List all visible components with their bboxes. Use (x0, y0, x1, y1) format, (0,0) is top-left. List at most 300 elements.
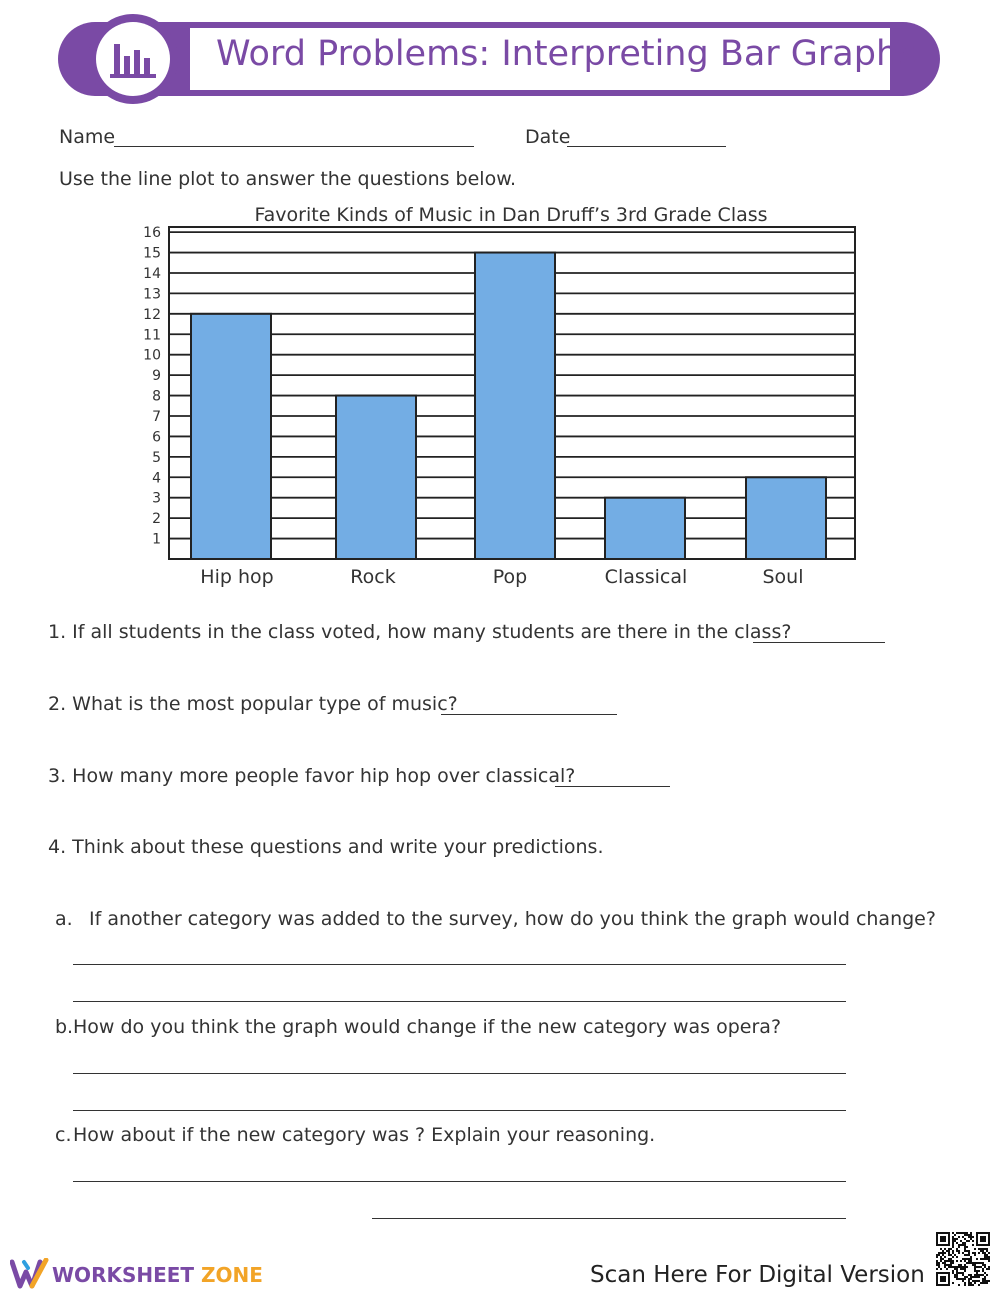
qr-module (948, 1260, 950, 1262)
qr-module (984, 1280, 986, 1282)
qr-module (944, 1262, 946, 1264)
qr-module (966, 1234, 968, 1236)
qr-module (982, 1258, 984, 1260)
qr-module (988, 1256, 990, 1258)
y-tick-label: 4 (152, 470, 161, 487)
x-tick-label: Hip hop (200, 566, 274, 588)
qr-module (950, 1254, 952, 1256)
qr-module (974, 1268, 976, 1270)
qr-module (982, 1248, 984, 1250)
qr-module (982, 1264, 984, 1266)
qr-module (966, 1276, 968, 1278)
qr-module (944, 1248, 946, 1250)
qr-module (942, 1262, 944, 1264)
answer-2-field[interactable] (441, 694, 617, 715)
x-tick-label: Classical (604, 566, 688, 588)
bar-pop (475, 253, 555, 559)
qr-module (962, 1252, 964, 1254)
qr-module (986, 1258, 988, 1260)
y-tick-label: 7 (152, 408, 161, 425)
qr-module (982, 1262, 984, 1264)
qr-module (964, 1250, 966, 1252)
qr-module (956, 1274, 958, 1276)
qr-module (968, 1260, 970, 1262)
qr-module (970, 1232, 972, 1234)
qr-module (976, 1272, 978, 1274)
qr-module (976, 1266, 978, 1268)
qr-module (966, 1262, 968, 1264)
question-4c-label: c. (55, 1124, 72, 1146)
qr-module (966, 1266, 968, 1268)
y-tick-label: 5 (152, 449, 161, 466)
qr-module (970, 1282, 972, 1284)
qr-module (970, 1278, 972, 1280)
qr-module (952, 1236, 954, 1238)
qr-module (954, 1274, 956, 1276)
qr-module (954, 1234, 956, 1236)
y-tick-label: 16 (143, 225, 161, 242)
qr-module (972, 1276, 974, 1278)
answer-4a-line-2[interactable] (73, 981, 846, 1002)
qr-module (948, 1250, 950, 1252)
qr-module (984, 1282, 986, 1284)
qr-module (970, 1262, 972, 1264)
qr-module (986, 1250, 988, 1252)
qr-module (956, 1242, 958, 1244)
qr-module (970, 1258, 972, 1260)
qr-module (958, 1272, 960, 1274)
qr-module (940, 1252, 942, 1254)
qr-module (952, 1272, 954, 1274)
y-tick-label: 10 (143, 347, 161, 364)
qr-module (976, 1276, 978, 1278)
qr-module (966, 1246, 968, 1248)
qr-module (958, 1284, 960, 1286)
qr-module (978, 1276, 980, 1278)
qr-module (976, 1270, 978, 1272)
qr-module (954, 1266, 956, 1268)
qr-module (958, 1250, 960, 1252)
qr-module (960, 1268, 962, 1270)
qr-module (980, 1248, 982, 1250)
qr-module (948, 1248, 950, 1250)
qr-module (940, 1236, 946, 1242)
qr-module (970, 1234, 972, 1236)
answer-4b-line-2[interactable] (73, 1090, 846, 1111)
qr-module (962, 1278, 964, 1280)
qr-module (984, 1254, 986, 1256)
qr-module (936, 1260, 938, 1262)
qr-module (956, 1278, 958, 1280)
qr-module (954, 1268, 956, 1270)
qr-module (960, 1272, 962, 1274)
qr-module (956, 1272, 958, 1274)
chart-title: Favorite Kinds of Music in Dan Druff’s 3rd Grade Class (254, 204, 768, 226)
qr-module (966, 1258, 968, 1260)
qr-module (968, 1284, 970, 1286)
qr-module (940, 1260, 942, 1262)
qr-module (942, 1250, 944, 1252)
qr-module (982, 1278, 984, 1280)
question-4a: If another category was added to the survey, how do you think the graph would change? (89, 908, 936, 930)
qr-module (982, 1270, 984, 1272)
qr-module (964, 1282, 966, 1284)
qr-module (984, 1278, 986, 1280)
qr-module (956, 1260, 958, 1262)
qr-module (940, 1258, 942, 1260)
answer-4c-line-2[interactable] (372, 1198, 846, 1219)
qr-module (968, 1236, 970, 1238)
y-tick-label: 9 (152, 368, 161, 385)
qr-module (988, 1280, 990, 1282)
qr-module (944, 1256, 946, 1258)
qr-module (986, 1256, 988, 1258)
qr-module (956, 1250, 958, 1252)
qr-module (968, 1274, 970, 1276)
qr-module (970, 1236, 972, 1238)
qr-module (978, 1274, 980, 1276)
qr-module (986, 1248, 988, 1250)
qr-module (964, 1278, 966, 1280)
qr-module (976, 1258, 978, 1260)
page-title: Word Problems: Interpreting Bar Graphs (216, 34, 917, 74)
qr-module (950, 1262, 952, 1264)
date-label: Date (525, 126, 571, 148)
y-tick-label: 12 (143, 306, 161, 323)
qr-module (960, 1266, 962, 1268)
qr-module (962, 1274, 964, 1276)
qr-module (970, 1274, 972, 1276)
qr-module (968, 1250, 970, 1252)
qr-module (958, 1236, 960, 1238)
qr-module (954, 1240, 956, 1242)
qr-module (968, 1262, 970, 1264)
x-tick-label: Rock (350, 566, 396, 588)
qr-module (968, 1278, 970, 1280)
qr-module (964, 1276, 966, 1278)
qr-module (942, 1252, 944, 1254)
qr-module (988, 1260, 990, 1262)
qr-module (970, 1256, 972, 1258)
bar-classical (605, 498, 685, 559)
qr-module (954, 1254, 956, 1256)
question-4a-label: a. (55, 908, 73, 930)
qr-module (956, 1248, 958, 1250)
qr-module (974, 1274, 976, 1276)
qr-module (968, 1240, 970, 1242)
y-tick-label: 13 (143, 286, 161, 303)
qr-module (974, 1254, 976, 1256)
qr-module (972, 1262, 974, 1264)
qr-module (960, 1278, 962, 1280)
qr-module (948, 1266, 950, 1268)
qr-module (968, 1252, 970, 1254)
qr-module (986, 1282, 988, 1284)
qr-module (936, 1256, 938, 1258)
qr-module (952, 1244, 954, 1246)
qr-module (984, 1258, 986, 1260)
qr-module (952, 1266, 954, 1268)
qr-module (962, 1242, 964, 1244)
qr-module (972, 1264, 974, 1266)
qr-module (948, 1258, 950, 1260)
x-tick-label: Soul (762, 566, 804, 588)
qr-module (936, 1268, 938, 1270)
scan-caption: Scan Here For Digital Version (590, 1262, 925, 1288)
qr-module (946, 1268, 948, 1270)
qr-module (950, 1266, 952, 1268)
qr-module (942, 1258, 944, 1260)
qr-module (974, 1252, 976, 1254)
qr-module (952, 1270, 954, 1272)
qr-module (940, 1268, 942, 1270)
qr-module (962, 1236, 964, 1238)
qr-module (940, 1256, 942, 1258)
qr-module (956, 1266, 958, 1268)
qr-module (978, 1284, 980, 1286)
qr-module (952, 1232, 954, 1234)
qr-module (958, 1278, 960, 1280)
qr-module (964, 1268, 966, 1270)
qr-module (976, 1262, 978, 1264)
qr-module (952, 1240, 954, 1242)
qr-module (962, 1268, 964, 1270)
qr-module (936, 1264, 938, 1266)
qr-module (972, 1284, 974, 1286)
qr-module (938, 1254, 940, 1256)
qr-module (978, 1280, 980, 1282)
qr-module (950, 1264, 952, 1266)
qr-module (964, 1260, 966, 1262)
qr-module (974, 1264, 976, 1266)
qr-module (978, 1266, 980, 1268)
qr-module (952, 1238, 954, 1240)
qr-module (942, 1254, 944, 1256)
qr-module (986, 1268, 988, 1270)
question-1: 1. If all students in the class voted, how many students are there in the class? (48, 621, 792, 643)
qr-module (980, 1274, 982, 1276)
qr-module (950, 1258, 952, 1260)
bar-rock (336, 396, 416, 559)
qr-module (956, 1276, 958, 1278)
y-tick-label: 8 (152, 388, 161, 405)
answer-4b-line-1[interactable] (73, 1053, 846, 1074)
qr-module (952, 1252, 954, 1254)
qr-module (970, 1260, 972, 1262)
qr-module (976, 1274, 978, 1276)
y-tick-label: 2 (152, 511, 161, 528)
qr-module (958, 1244, 960, 1246)
qr-module (988, 1266, 990, 1268)
qr-module (954, 1238, 956, 1240)
qr-module (974, 1248, 976, 1250)
qr-module (978, 1248, 980, 1250)
qr-module (962, 1258, 964, 1260)
y-tick-label: 1 (152, 531, 161, 548)
qr-module (982, 1280, 984, 1282)
qr-module (958, 1264, 960, 1266)
qr-module (952, 1262, 954, 1264)
qr-code-icon[interactable] (934, 1230, 992, 1288)
answer-1-field[interactable] (753, 622, 885, 643)
qr-module (962, 1280, 964, 1282)
qr-module (972, 1280, 974, 1282)
qr-module (988, 1252, 990, 1254)
qr-module (978, 1270, 980, 1272)
qr-module (958, 1246, 960, 1248)
qr-module (952, 1242, 954, 1244)
qr-module (964, 1234, 966, 1236)
qr-module (980, 1250, 982, 1252)
qr-module (982, 1250, 984, 1252)
qr-module (980, 1258, 982, 1260)
qr-module (960, 1232, 962, 1234)
qr-module (966, 1250, 968, 1252)
x-tick-label: Pop (492, 566, 528, 588)
qr-module (964, 1244, 966, 1246)
qr-module (972, 1244, 974, 1246)
qr-module (950, 1260, 952, 1262)
qr-module (978, 1252, 980, 1254)
instructions: Use the line plot to answer the questions below. (59, 168, 517, 190)
qr-module (944, 1264, 946, 1266)
qr-module (984, 1248, 986, 1250)
qr-module (964, 1246, 966, 1248)
qr-module (972, 1236, 974, 1238)
question-4c: How about if the new category was ? Explain your reasoning. (73, 1124, 656, 1146)
qr-module (940, 1276, 946, 1282)
qr-module (946, 1260, 948, 1262)
qr-module (982, 1252, 984, 1254)
brand-name-part-2: ZONE (201, 1263, 263, 1287)
qr-module (956, 1270, 958, 1272)
y-tick-label: 14 (143, 265, 161, 282)
qr-module (954, 1276, 956, 1278)
qr-module (986, 1254, 988, 1256)
qr-module (964, 1258, 966, 1260)
qr-module (964, 1264, 966, 1266)
worksheet-zone-logo-icon (10, 1258, 50, 1290)
question-3: 3. How many more people favor hip hop over classical? (48, 765, 576, 787)
bar-soul (746, 477, 826, 559)
qr-module (958, 1232, 960, 1234)
qr-module (970, 1238, 972, 1240)
qr-module (970, 1276, 972, 1278)
qr-module (974, 1276, 976, 1278)
qr-module (940, 1248, 942, 1250)
qr-module (982, 1282, 984, 1284)
qr-module (970, 1284, 972, 1286)
question-2: 2. What is the most popular type of music? (48, 693, 458, 715)
qr-module (972, 1252, 974, 1254)
qr-module (946, 1250, 948, 1252)
qr-module (938, 1266, 940, 1268)
qr-module (964, 1284, 966, 1286)
qr-module (956, 1238, 958, 1240)
y-tick-label: 6 (152, 429, 161, 446)
answer-3-field[interactable] (555, 766, 670, 787)
qr-module (962, 1244, 964, 1246)
qr-module (960, 1264, 962, 1266)
qr-module (938, 1264, 940, 1266)
qr-module (968, 1282, 970, 1284)
qr-module (936, 1254, 938, 1256)
brand-name (52, 1263, 263, 1287)
qr-module (964, 1248, 966, 1250)
qr-module (960, 1244, 962, 1246)
qr-module (962, 1232, 964, 1234)
qr-module (984, 1264, 986, 1266)
qr-module (944, 1260, 946, 1262)
qr-module (982, 1274, 984, 1276)
qr-module (964, 1242, 966, 1244)
qr-module (984, 1272, 986, 1274)
qr-module (984, 1252, 986, 1254)
qr-module (988, 1258, 990, 1260)
qr-module (962, 1272, 964, 1274)
question-4: 4. Think about these questions and write your predictions. (48, 836, 604, 858)
qr-module (980, 1262, 982, 1264)
qr-module (976, 1280, 978, 1282)
bar-hip-hop (191, 314, 271, 559)
qr-module (960, 1240, 962, 1242)
brand-name-part-1: WORKSHEET (52, 1263, 195, 1287)
qr-module (966, 1232, 968, 1234)
qr-module (964, 1232, 966, 1234)
answer-4c-line-1[interactable] (73, 1161, 846, 1182)
answer-4a-line-1[interactable] (73, 944, 846, 965)
qr-module (956, 1256, 958, 1258)
qr-module (966, 1240, 968, 1242)
qr-module (984, 1276, 986, 1278)
qr-module (962, 1266, 964, 1268)
qr-module (986, 1280, 988, 1282)
qr-module (978, 1262, 980, 1264)
qr-module (952, 1256, 954, 1258)
qr-module (952, 1260, 954, 1262)
qr-module (988, 1268, 990, 1270)
qr-module (956, 1232, 958, 1234)
qr-module (974, 1266, 976, 1268)
qr-module (948, 1252, 950, 1254)
qr-module (968, 1234, 970, 1236)
question-4b: How do you think the graph would change if the new category was opera? (73, 1016, 782, 1038)
qr-module (956, 1268, 958, 1270)
qr-module (958, 1266, 960, 1268)
qr-module (960, 1260, 962, 1262)
name-label: Name (59, 126, 116, 148)
y-tick-label: 15 (143, 245, 161, 262)
qr-module (944, 1252, 946, 1254)
qr-module (968, 1254, 970, 1256)
qr-module (974, 1262, 976, 1264)
qr-module (952, 1250, 954, 1252)
qr-module (980, 1282, 982, 1284)
question-4b-label: b. (55, 1016, 74, 1038)
y-tick-label: 11 (143, 327, 161, 344)
qr-module (966, 1254, 968, 1256)
qr-module (984, 1266, 986, 1268)
qr-module (982, 1268, 984, 1270)
qr-module (986, 1274, 988, 1276)
qr-module (972, 1240, 974, 1242)
qr-module (958, 1252, 960, 1254)
qr-module (968, 1280, 970, 1282)
qr-module (964, 1270, 966, 1272)
qr-module (968, 1258, 970, 1260)
qr-module (974, 1282, 976, 1284)
qr-module (938, 1262, 940, 1264)
